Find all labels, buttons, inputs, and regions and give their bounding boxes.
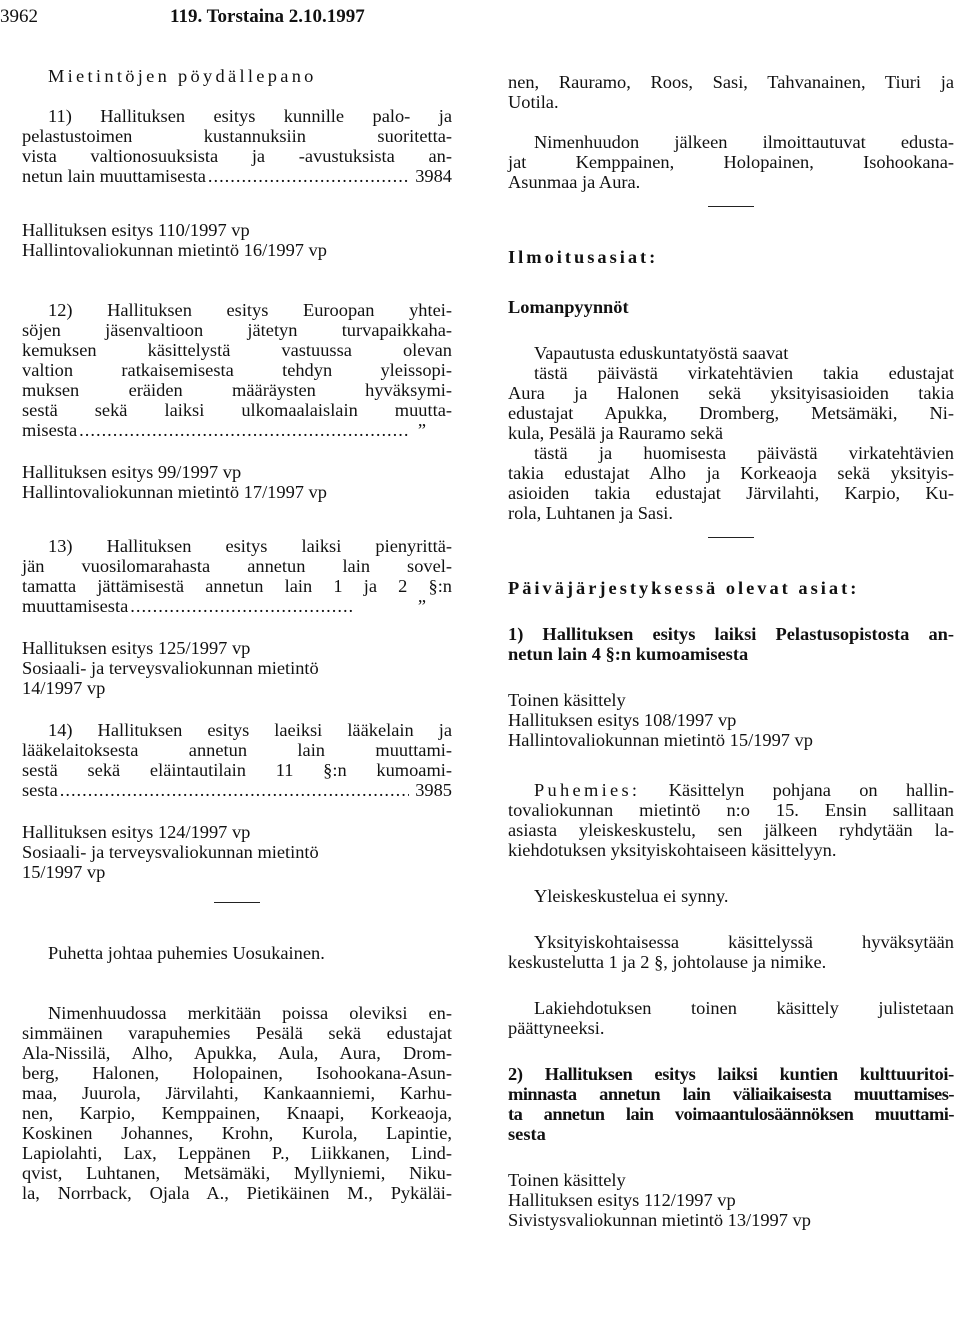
- text-line: takia edustajat Alho ja Korkeaoja sekä yksityis-: [508, 463, 954, 483]
- text-line: asiasta yleiskeskustelu, sen jälkeen ryhdytään la-: [508, 820, 954, 840]
- reference-line: Sivistysvaliokunnan mietintö 13/1997 vp: [508, 1210, 811, 1230]
- item-title-line: netun lain 4 §:n kumoamisesta: [508, 644, 749, 664]
- text-line: päättyneeksi.: [508, 1018, 605, 1038]
- reference-line: 15/1997 vp: [22, 862, 106, 882]
- entry-line: 14) Hallituksen esitys laeiksi lääkelain ja: [48, 720, 452, 740]
- agenda-heading: Päiväjärjestyksessä olevat asiat:: [508, 578, 860, 598]
- entry-line: sestä sekä laiksi ulkomaalaislain muutta-: [22, 400, 452, 420]
- reference-line: Hallintovaliokunnan mietintö 17/1997 vp: [22, 482, 327, 502]
- entry-line: netun lain muuttamisesta: [22, 166, 206, 186]
- reference-line: Hallituksen esitys 108/1997 vp: [508, 710, 737, 730]
- text-line: [508, 780, 954, 800]
- text-line: asioiden takia edustajat Järvilahti, Karpio, Ku-: [508, 483, 954, 503]
- entry-line: sestä sekä eläintautilain 11 §:n kumoami-: [22, 760, 452, 780]
- reference-line: 14/1997 vp: [22, 678, 106, 698]
- entry-line: misesta: [22, 420, 78, 440]
- entry-line: lääkelaitoksesta annetun lain muuttami-: [22, 740, 452, 760]
- speaker-label: Puhemies:: [534, 780, 641, 800]
- entry-line: jän vuosilomarahasta annetun lain sovel-: [22, 556, 452, 576]
- page-reference-ditto: ”: [417, 420, 426, 440]
- chair-statement: Puhetta johtaa puhemies Uosukainen.: [48, 943, 325, 963]
- text-line: Aura ja Halonen sekä yksityisasioiden takia: [508, 383, 954, 403]
- agenda-item-1: [508, 624, 954, 1038]
- session-date: 119. Torstaina 2.10.1997: [170, 6, 365, 27]
- text-line: Nimenhuudon jälkeen ilmoittautuvat edusta-: [534, 132, 954, 152]
- text-line: maa, Juurola, Järvilahti, Kankaanniemi, Karhu-: [22, 1083, 452, 1103]
- text-line: Yksityiskohtaisessa käsittelyssä hyväksytään: [534, 932, 954, 952]
- agenda-entry-11: [22, 106, 452, 260]
- text-line: Lapiolahti, Lax, Leppänen P., Liikkanen, Lind-: [22, 1143, 452, 1163]
- entry-line: kemuksen käsittelystä vastuussa olevan: [22, 340, 452, 360]
- entry-line: tamatta jättämisestä annetun lain 1 ja 2 §:n: [22, 576, 452, 596]
- text-line: Asunmaa ja Aura.: [508, 172, 641, 192]
- text-line: tovaliokunnan mietintö n:o 15. Ensin sallitaan: [508, 800, 954, 820]
- entry-line: muksen eräiden määräysten hyväksymi-: [22, 380, 452, 400]
- general-debate-note: Yleiskeskustelua ei synny.: [534, 886, 729, 906]
- reference-line: Sosiaali- ja terveysvaliokunnan mietintö: [22, 842, 319, 862]
- item-title-line: sesta: [508, 1124, 546, 1144]
- page-header: [0, 6, 960, 32]
- text-line: nen, Karpio, Kemppainen, Knaapi, Korkeaoja,: [22, 1103, 452, 1123]
- speaker-paragraph: [508, 780, 954, 860]
- agenda-item-2: [508, 1064, 954, 1230]
- reference-line: Hallintovaliokunnan mietintö 15/1997 vp: [508, 730, 813, 750]
- text-line: la, Norrback, Ojala A., Pietikäinen M., Pykäläi-: [22, 1183, 452, 1203]
- text-line: nen, Rauramo, Roos, Sasi, Tahvanainen, Tiuri ja: [508, 72, 954, 92]
- item-title-line: minnasta annetun lain väliaikaisesta muuttamises-: [508, 1084, 954, 1104]
- item-title-line: ta annetun lain voimaantulosäännöksen muuttami-: [508, 1104, 954, 1124]
- text-line: Koskinen Johannes, Krohn, Kurola, Lapintie,: [22, 1123, 452, 1143]
- text-line: jat Kemppainen, Holopainen, Isohookana-: [508, 152, 954, 172]
- dot-leader: [60, 780, 409, 800]
- text-line: Vapautusta eduskuntatyöstä saavat: [534, 343, 789, 363]
- text-line: edustajat Apukka, Dromberg, Metsämäki, Ni-: [508, 403, 954, 423]
- entry-line: 13) Hallituksen esitys laiksi pienyrittä-: [48, 536, 452, 556]
- entry-leader-line: [22, 166, 452, 186]
- text-line: keskustelutta 1 ja 2 §, johtolause ja nimike.: [508, 952, 827, 972]
- entry-line: vista valtionosuuksista ja -avustuksista an-: [22, 146, 452, 166]
- entry-leader-line: [22, 420, 452, 440]
- rollcall-after-paragraph: [508, 132, 954, 192]
- entry-leader-line: [22, 596, 452, 616]
- entry-line: pelastustoimen kustannuksiin suoritetta-: [22, 126, 452, 146]
- text-line: Ala-Nissilä, Alho, Apukka, Aula, Aura, Drom-: [22, 1043, 452, 1063]
- leave-requests-paragraph: [508, 343, 954, 523]
- reference-line: Hallituksen esitys 112/1997 vp: [508, 1190, 736, 1210]
- agenda-entry-14: [22, 720, 452, 882]
- agenda-entry-13: [22, 536, 452, 698]
- item-title-line: 1) Hallituksen esitys laiksi Pelastusopistosta an-: [508, 624, 954, 644]
- absent-members-paragraph: [22, 1003, 452, 1203]
- dot-leader: [130, 596, 352, 616]
- absent-members-continued: [508, 72, 954, 112]
- entry-line: 12) Hallituksen esitys Euroopan yhtei-: [48, 300, 452, 320]
- page-number: 3962: [0, 6, 38, 27]
- item-title-line: 2) Hallituksen esitys laiksi kuntien kulttuuritoi-: [508, 1064, 954, 1084]
- reference-line: Hallituksen esitys 99/1997 vp: [22, 462, 242, 482]
- dot-leader: [208, 166, 409, 186]
- reading-label: Toinen käsittely: [508, 1170, 626, 1190]
- text-line: Uotila.: [508, 92, 559, 112]
- text-line: Lakiehdotuksen toinen käsittely julistetaan: [534, 998, 954, 1018]
- detailed-reading-paragraph: [508, 932, 954, 972]
- speaker-text: Käsittelyn pohjana on hallin-: [640, 780, 954, 800]
- text-line: berg, Halonen, Holopainen, Isohookana-Asun-: [22, 1063, 452, 1083]
- reference-line: Hallituksen esitys 124/1997 vp: [22, 822, 251, 842]
- reference-line: Hallituksen esitys 125/1997 vp: [22, 638, 251, 658]
- text-line: kula, Pesälä ja Rauramo sekä: [508, 423, 723, 443]
- entry-leader-line: [22, 780, 452, 800]
- text-line: kiehdotuksen yksityiskohtaiseen käsittelyyn.: [508, 840, 837, 860]
- dot-leader: [79, 420, 409, 440]
- announcements-heading: Ilmoitusasiat:: [508, 247, 659, 267]
- page-reference: 3984: [415, 166, 452, 186]
- right-column: [508, 72, 954, 1230]
- page-reference-ditto: ”: [417, 596, 426, 616]
- entry-line: muuttamisesta: [22, 596, 129, 616]
- left-column: [22, 66, 452, 1203]
- leave-requests-heading: Lomanpyynnöt: [508, 297, 629, 317]
- text-line: tästä päivästä virkatehtävien takia edustajat: [534, 363, 954, 383]
- reference-line: Hallituksen esitys 110/1997 vp: [22, 220, 250, 240]
- text-line: Nimenhuudossa merkitään poissa oleviksi en-: [48, 1003, 452, 1023]
- agenda-entry-12: [22, 300, 452, 502]
- text-line: tästä ja huomisesta päivästä virkatehtävien: [534, 443, 954, 463]
- reading-label: Toinen käsittely: [508, 690, 626, 710]
- text-line: rola, Luhtanen ja Sasi.: [508, 503, 673, 523]
- text-line: qvist, Luhtanen, Metsämäki, Myllyniemi, Niku-: [22, 1163, 452, 1183]
- reference-line: Sosiaali- ja terveysvaliokunnan mietintö: [22, 658, 319, 678]
- entry-line: sesta: [22, 780, 58, 800]
- section-title-committee-reports: Mietintöjen pöydällepano: [48, 66, 317, 86]
- entry-line: söjen jäsenvaltioon jätetyn turvapaikkaha-: [22, 320, 452, 340]
- entry-line: 11) Hallituksen esitys kunnille palo- ja: [48, 106, 452, 126]
- entry-line: valtion ratkaisemisesta tehdyn yleissopi-: [22, 360, 452, 380]
- text-line: simmäinen varapuhemies Pesälä sekä edustajat: [22, 1023, 452, 1043]
- reading-closed-paragraph: [508, 998, 954, 1038]
- page-reference: 3985: [415, 780, 452, 800]
- reference-line: Hallintovaliokunnan mietintö 16/1997 vp: [22, 240, 327, 260]
